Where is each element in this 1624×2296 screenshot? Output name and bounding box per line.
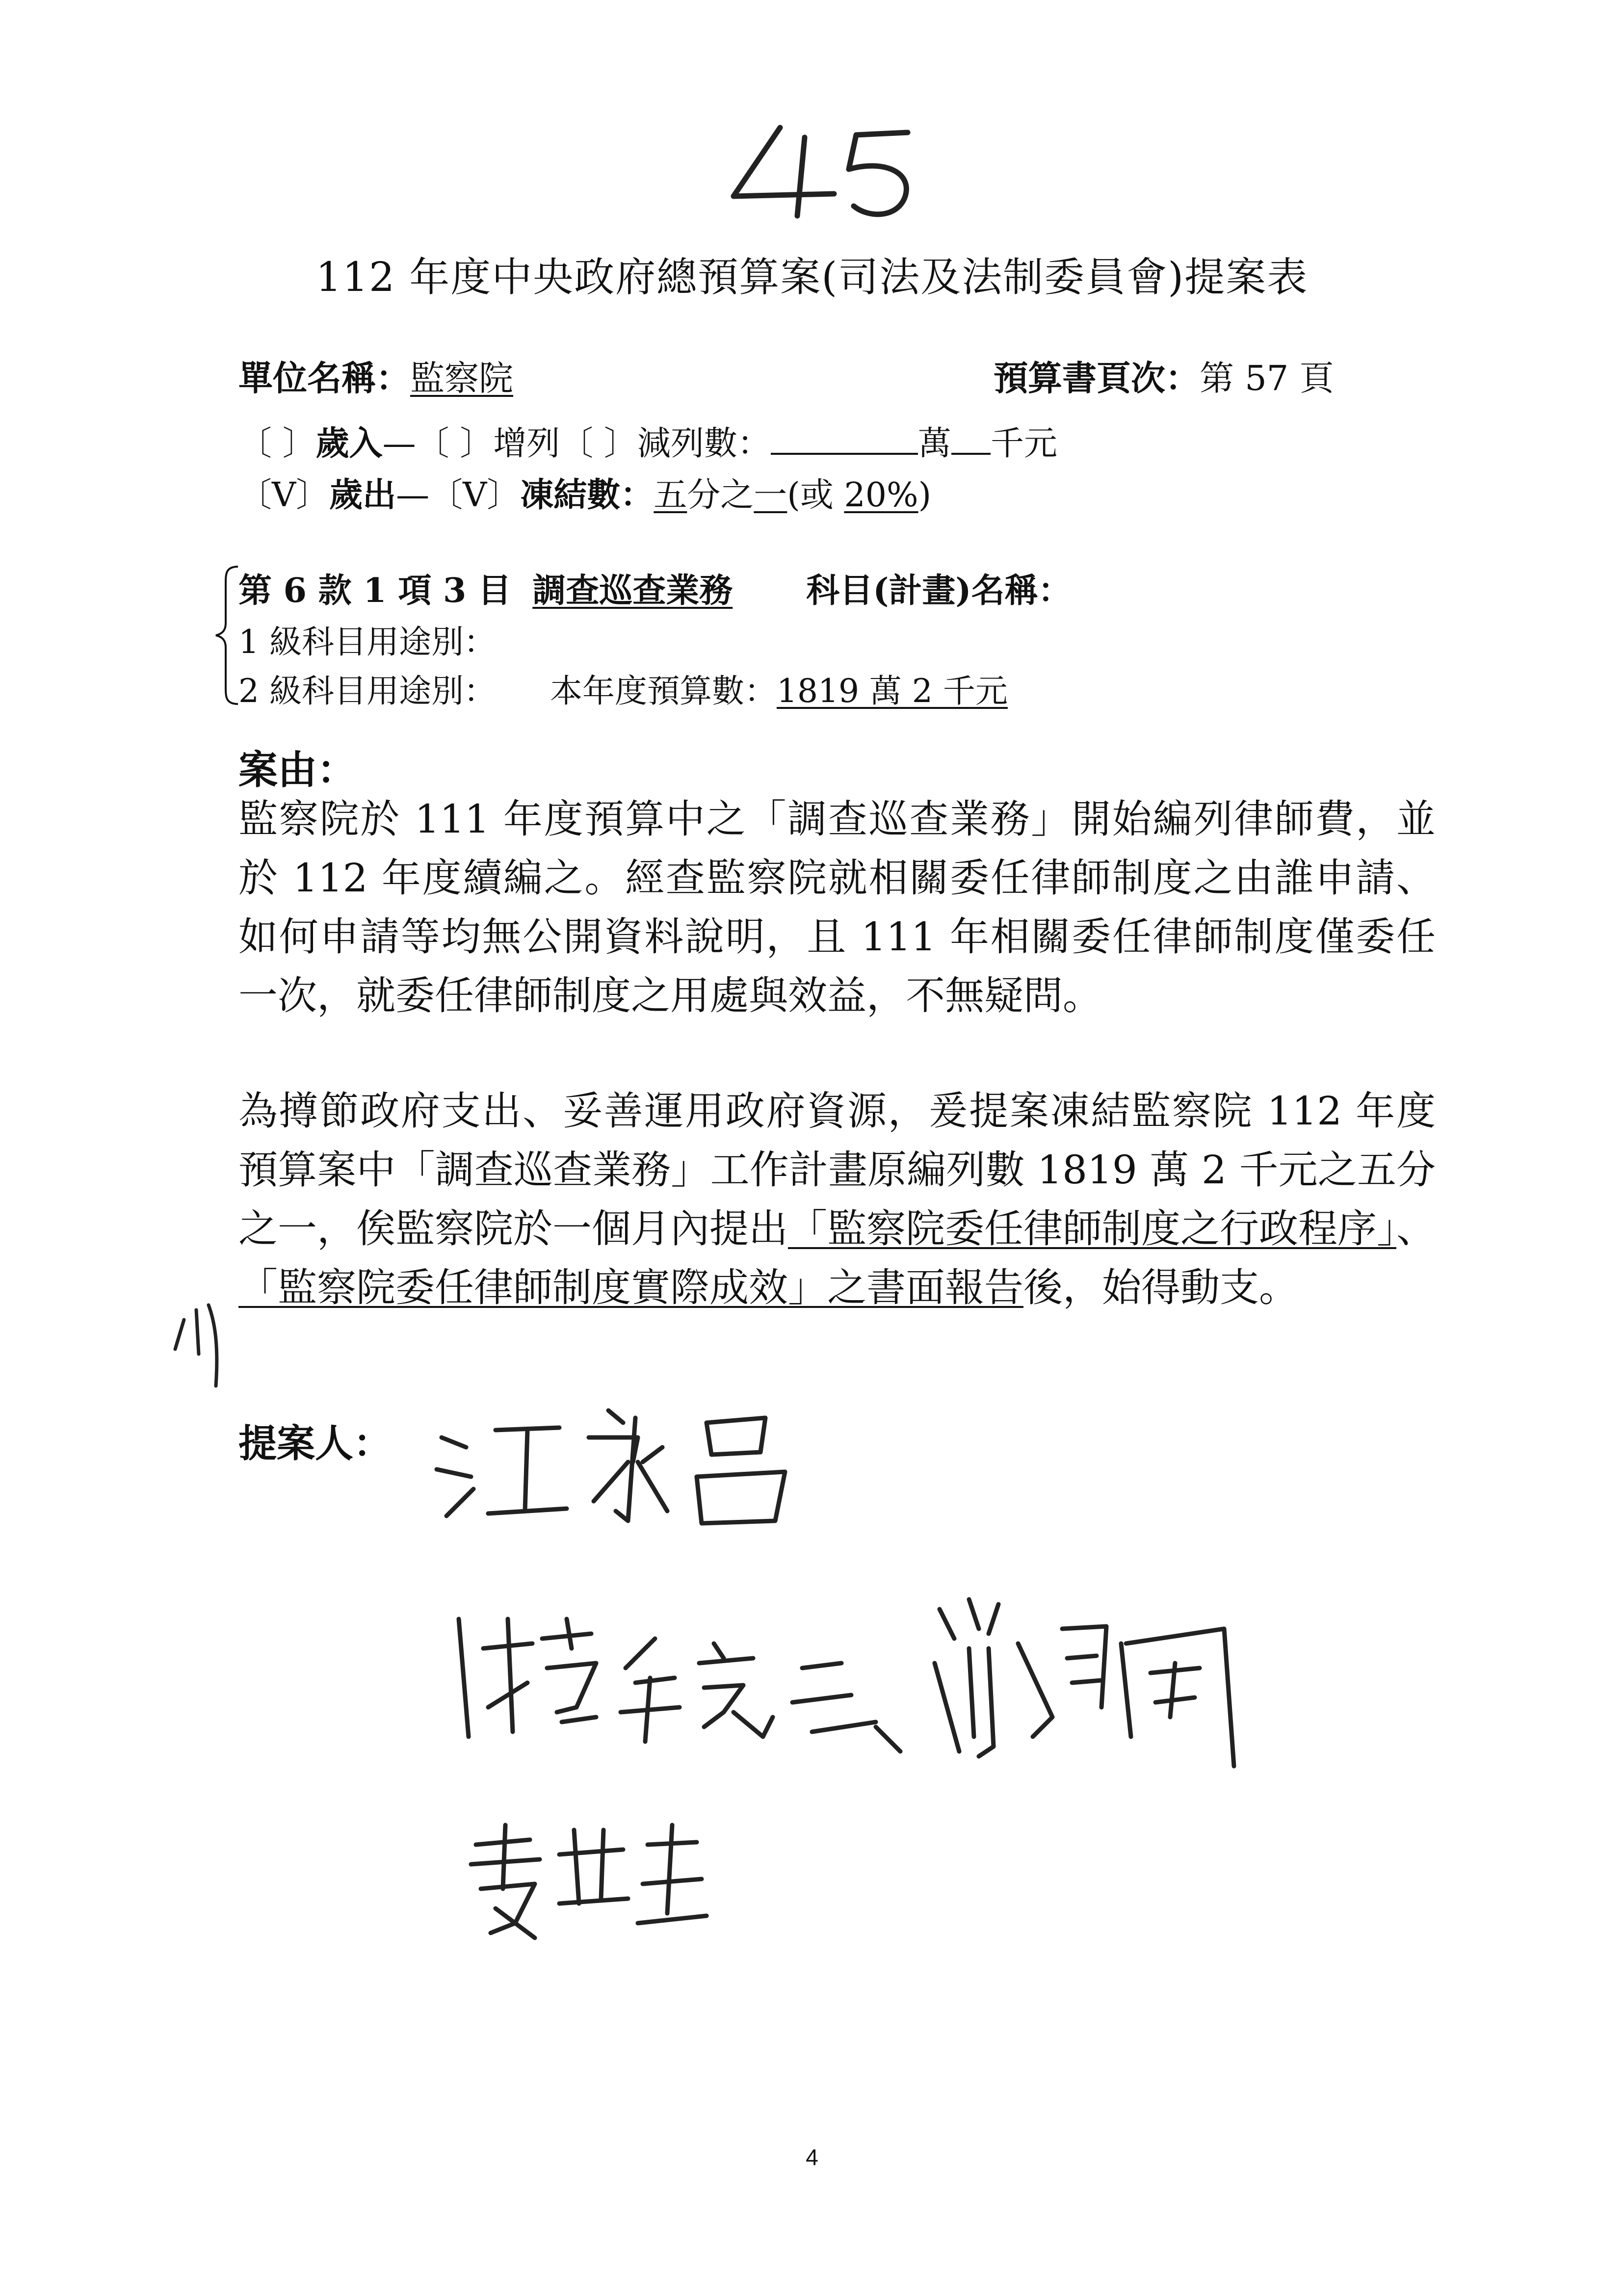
expenditure-label: 歲出 [329, 475, 396, 515]
budget-amount-label: 本年度預算數： [550, 672, 777, 710]
revenue-label: 歲入 [315, 424, 383, 463]
reason-paragraph-1: 監察院於 111 年度預算中之「調查巡查業務」開始編列律師費，並於 112 年度續編之。經查監察院就相關委任律師制度之由誰申請、如何申請等均無公開資料說明，且 111 年相關委任律師制度僅委任一次，就委任律師制度之用處與效益，不無疑問。 [238, 796, 1436, 1018]
increase-checkbox: 〔 〕 [416, 424, 494, 463]
level1-label: 1 級科目用途別： [238, 623, 496, 661]
form-title: 112 年度中央政府總預算案(司法及法制委員會)提案表 [315, 254, 1309, 301]
report-title-2: 「監察院委任律師制度實際成效」之書面報告 [238, 1265, 1023, 1310]
handwritten-document-number [0, 123, 1624, 221]
expenditure-dash: — [396, 476, 430, 515]
freeze-amount-text: 分之 [687, 476, 754, 515]
revenue-row [238, 417, 1057, 465]
level2-row [238, 665, 1008, 711]
expenditure-row [238, 469, 931, 516]
item-name: 調查巡查業務 [532, 571, 733, 610]
unit-qian: 千元 [990, 424, 1057, 463]
expenditure-checkbox: 〔V〕 [238, 476, 330, 515]
unit-value: 監察院 [410, 358, 513, 398]
unit-wan: 萬 [917, 424, 951, 463]
report-title-1: 「監察院委任律師制度之行政程序」 [788, 1206, 1396, 1252]
signature-3 [461, 1815, 716, 1943]
page-number: 4 [806, 2144, 818, 2170]
freeze-label: 凍結數： [520, 475, 654, 515]
signature-1 [432, 1388, 805, 1531]
freeze-amount-or: (或 [787, 476, 844, 515]
unit-row [238, 351, 513, 400]
paragraph2-ending: 後，始得動支。 [1023, 1265, 1298, 1310]
budget-amount-value: 1819 萬 2 千元 [776, 672, 1008, 710]
reason-heading: 案由： [238, 747, 356, 793]
handwritten-margin-mark [169, 1295, 223, 1388]
unit-label: 單位名稱： [238, 358, 410, 398]
paragraph2-body: 為撙節政府支出、妥善運用政府資源，爰提案凍結監察院 112 年度預算案中「調查巡查業務」工作計畫原編列數 1819 萬 2 千元之五分之一，俟監察院於一個月內提出 [238, 1088, 1436, 1252]
decrease-checkbox: 〔 〕 [560, 424, 637, 463]
freeze-amount-denominator: 一 [754, 476, 787, 515]
budget-page-row [994, 351, 1334, 400]
level1-row [238, 616, 496, 662]
amount-blank-qian [951, 422, 991, 455]
report-separator: 、 [1396, 1206, 1436, 1252]
freeze-amount-percent: 20% [844, 476, 918, 515]
proposer-label: 提案人： [238, 1421, 392, 1466]
signature-2 [449, 1590, 1283, 1776]
freeze-checkbox: 〔V〕 [429, 476, 521, 515]
item-row [238, 564, 1072, 612]
revenue-dash: — [382, 424, 416, 463]
revenue-checkbox: 〔 〕 [238, 424, 316, 463]
reason-paragraph-2 [238, 1082, 1436, 1317]
level2-label: 2 級科目用途別： [238, 672, 496, 710]
budget-page-label: 預算書頁次： [994, 358, 1200, 398]
freeze-amount-close: ) [918, 476, 932, 515]
item-code: 第 6 款 1 項 3 目 [238, 571, 511, 610]
decrease-label: 減列數： [637, 424, 771, 463]
increase-label: 增列 [493, 424, 560, 463]
amount-blank-wan [771, 422, 918, 455]
budget-page-value: 第 57 頁 [1200, 358, 1334, 398]
freeze-amount-numerator: 五 [654, 476, 687, 515]
subject-label: 科目(計畫)名稱： [806, 571, 1072, 610]
